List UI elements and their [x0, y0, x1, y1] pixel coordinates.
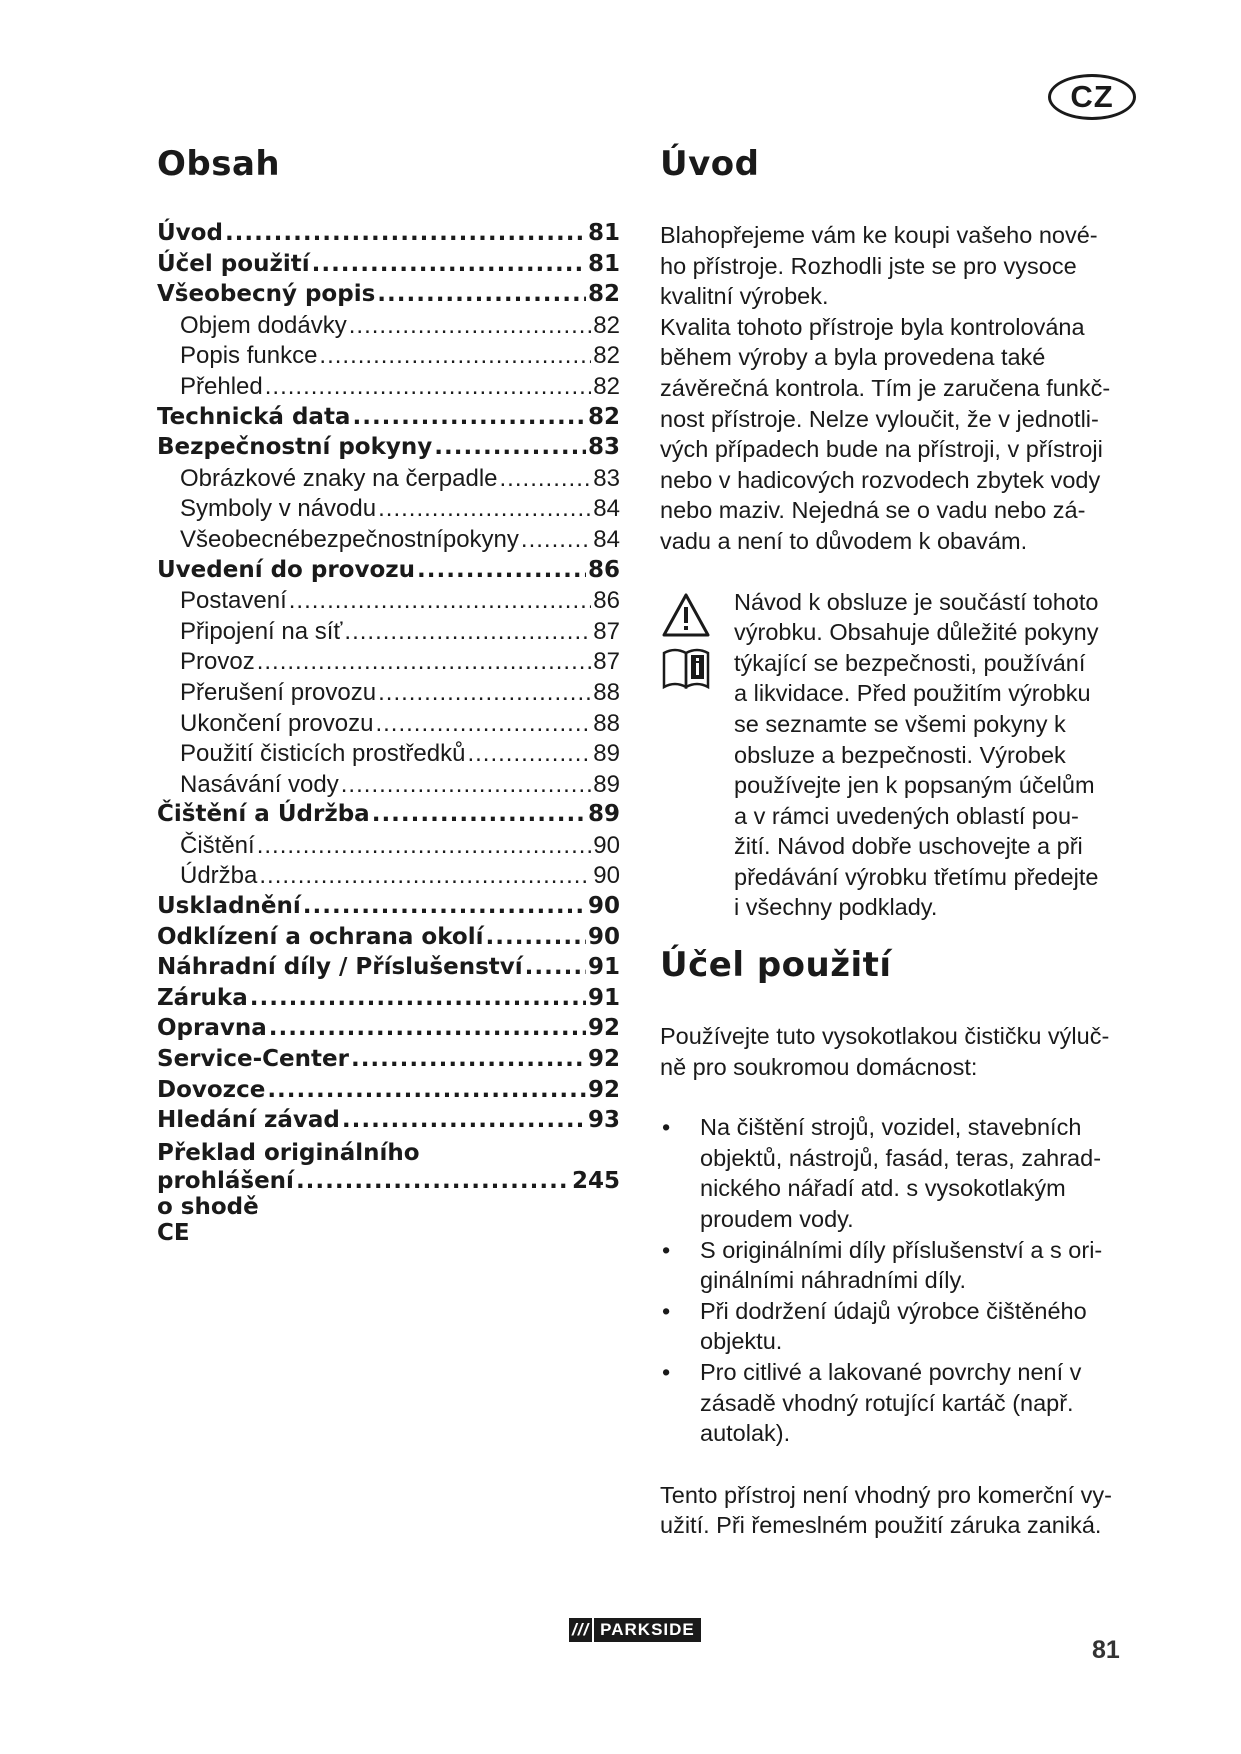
toc-entry-page: 92: [587, 1015, 620, 1042]
purpose-bullet-list: [660, 1112, 1140, 1449]
toc-leader-dots: [265, 373, 592, 401]
list-item-line: ginálními náhradními díly.: [700, 1267, 967, 1294]
toc-entry-page: 86: [593, 587, 620, 615]
toc-leader-dots: [467, 740, 591, 768]
toc-entry[interactable]: [157, 251, 620, 282]
toc-leader-dots: [378, 495, 591, 523]
toc-entry[interactable]: [157, 1015, 620, 1046]
text-line: ho přístroje. Rozhodli jste se pro vysoce: [660, 252, 1077, 279]
toc-entry[interactable]: [157, 618, 620, 649]
toc-entry-label: Úvod: [157, 220, 223, 246]
warning-icon: [660, 591, 712, 691]
toc-entry-label: Nasávání vody: [180, 770, 339, 798]
toc-entry-page: 82: [587, 403, 620, 430]
manual-notice: [660, 587, 1140, 924]
toc-leader-dots: [372, 801, 586, 827]
notice-icons: [660, 587, 734, 924]
toc-leader-dots: [250, 985, 586, 1011]
list-item-line: proudem vody.: [700, 1206, 854, 1233]
toc-leader-dots: [375, 710, 591, 738]
toc-entry-page: 92: [587, 1046, 620, 1073]
list-item-line: nického nářadí atd. s vysokotlakým: [700, 1175, 1066, 1202]
toc-entry-page: 81: [587, 220, 620, 246]
toc-leader-dots: [341, 771, 592, 799]
toc-entry[interactable]: [157, 954, 620, 985]
toc-entry[interactable]: [157, 404, 620, 435]
toc-entry[interactable]: [157, 220, 620, 251]
toc-entry-page: 84: [593, 495, 620, 523]
toc-entry[interactable]: [157, 526, 620, 557]
list-item-line: Na čištění strojů, vozidel, stavebních: [700, 1114, 1082, 1141]
toc-entry-label-line1: Překlad originálního: [157, 1139, 420, 1166]
toc-entry[interactable]: [157, 342, 620, 373]
toc-leader-dots: [259, 862, 591, 890]
toc-entry-label: Ukončení provozu: [180, 709, 374, 737]
toc-entry[interactable]: [157, 495, 620, 526]
purpose-title: Účel použití: [660, 945, 892, 986]
toc-entry-page: 93: [587, 1107, 620, 1134]
toc-entry-label: Postavení: [180, 587, 287, 615]
toc-entry[interactable]: [157, 710, 620, 741]
toc-leader-dots: [319, 342, 591, 370]
text-line: závěrečná kontrola. Tím je zaručena funkč-: [660, 374, 1111, 401]
text-line: ně pro soukromou domácnost:: [660, 1053, 978, 1080]
toc-entry[interactable]: [157, 832, 620, 863]
toc-entry[interactable]: [157, 1046, 620, 1077]
closing-paragraph: [660, 1480, 1140, 1541]
toc-entry-label: Dovozce: [157, 1076, 266, 1103]
toc-entry-label: Bezpečnostní pokyny: [157, 434, 433, 461]
toc-leader-dots: [500, 465, 592, 493]
toc-entry-page: 82: [587, 281, 620, 308]
toc-entry-label: Provoz: [180, 648, 255, 676]
toc-entry-label: Čištění: [180, 831, 255, 859]
text-line: a likvidace. Před použitím výrobku: [734, 680, 1091, 707]
text-line: předávání výrobku třetímu předejte: [734, 863, 1099, 890]
toc-list: [157, 220, 620, 1138]
toc-entry-page: 86: [587, 556, 620, 583]
toc-entry-label: Údržba: [180, 862, 258, 890]
text-line: Kvalita tohoto přístroje byla kontrolována: [660, 313, 1085, 340]
toc-entry-page: 83: [587, 434, 620, 461]
toc-leader-dots: [296, 1168, 570, 1194]
toc-leader-dots: [525, 954, 586, 980]
toc-entry-page: 90: [587, 923, 620, 950]
text-line: a v rámci uvedených oblastí pou-: [734, 802, 1079, 829]
toc-leader-dots: [417, 557, 586, 583]
toc-entry-page: 91: [587, 954, 620, 981]
toc-leader-dots: [225, 220, 586, 246]
toc-entry[interactable]: [157, 312, 620, 343]
toc-entry-label: Popis funkce: [180, 342, 318, 370]
toc-entry-label: Čištění a Údržba: [157, 801, 370, 828]
toc-leader-dots: [349, 312, 592, 340]
text-line: užití. Při řemeslném použití záruka zaniká.: [660, 1512, 1102, 1539]
text-line: nebo maziv. Nejedná se o vadu nebo zá-: [660, 497, 1086, 524]
toc-entry-label: Hledání závad: [157, 1107, 340, 1134]
toc-entry-page: 87: [593, 648, 620, 676]
toc-leader-dots: [267, 1077, 586, 1103]
toc-entry-label: Náhradní díly / Příslušenství: [157, 954, 523, 981]
toc-entry[interactable]: [157, 1107, 620, 1138]
bullet-icon: •: [662, 1236, 671, 1263]
text-line: Tento přístroj není vhodný pro komerční vy-: [660, 1481, 1112, 1508]
toc-leader-dots: [351, 1046, 586, 1072]
toc-entry-label: Obrázkové znaky na čerpadle: [180, 464, 498, 492]
toc-leader-dots: [257, 832, 592, 860]
text-line: vadu a není to důvodem k obavám.: [660, 527, 1028, 554]
text-line: i všechny podklady.: [734, 894, 938, 921]
toc-entry-page: 90: [593, 862, 620, 890]
toc-leader-dots: [521, 526, 591, 554]
logo-text: PARKSIDE: [594, 1618, 701, 1642]
text-line: obsluze a bezpečnosti. Výrobek: [734, 741, 1066, 768]
text-line: během výroby a byla provedena také: [660, 344, 1046, 371]
toc-entry[interactable]: [157, 587, 620, 618]
toc-leader-dots: [269, 1015, 586, 1041]
toc-leader-dots: [257, 648, 592, 676]
toc-entry-label-line2: prohlášení o shodě CE: [157, 1168, 294, 1247]
toc-entry-label: Všeobecný popis: [157, 281, 376, 308]
toc-entry-label: Technická data: [157, 403, 351, 430]
toc-entry-page: 82: [593, 372, 620, 400]
toc-entry-label: Opravna: [157, 1015, 267, 1042]
text-line: Návod k obsluze je součástí tohoto: [734, 588, 1099, 615]
text-line: žití. Návod dobře uschovejte a při: [734, 833, 1083, 860]
toc-entry-page: 82: [593, 342, 620, 370]
toc-entry-label: Objem dodávky: [180, 311, 347, 339]
text-line: vých případech bude na přístroji, v přístroji: [660, 436, 1103, 463]
toc-entry[interactable]: [157, 893, 620, 924]
text-line: se seznamte se všemi pokyny k: [734, 710, 1066, 737]
intro-paragraph: [660, 220, 1140, 557]
toc-entry-label: Přehled: [180, 372, 263, 400]
toc-entry[interactable]: [157, 862, 620, 893]
toc-leader-dots: [378, 679, 591, 707]
toc-entry-label: Účel použití: [157, 250, 310, 277]
toc-entry-page: 90: [593, 831, 620, 859]
bullet-icon: •: [662, 1114, 671, 1141]
bullet-icon: •: [662, 1359, 671, 1385]
text-line: kvalitní výrobek.: [660, 283, 829, 310]
toc-entry-page: 83: [593, 464, 620, 492]
toc-entry-label: Odklízení a ochrana okolí: [157, 923, 484, 950]
toc-title: Obsah: [157, 144, 281, 184]
toc-leader-dots: [312, 251, 586, 277]
text-line: Používejte tuto vysokotlakou čističku výluč-: [660, 1023, 1110, 1050]
toc-entry-page: 89: [593, 740, 620, 768]
text-line: nost přístroje. Nelze vyloučit, že v jednotli-: [660, 405, 1099, 432]
toc-entry-label: Uvedení do provozu: [157, 556, 416, 583]
toc-entry-page: 88: [593, 678, 620, 706]
toc-entry-page: 82: [593, 311, 620, 339]
toc-entry-page: 89: [587, 801, 620, 828]
toc-leader-dots: [434, 434, 586, 460]
content-column: [660, 140, 1140, 1541]
toc-leader-dots: [344, 618, 591, 646]
toc-entry-ce-declaration[interactable]: [157, 1138, 620, 1247]
text-line: týkající se bezpečnosti, používání: [734, 649, 1086, 676]
brand-logo: [569, 1618, 701, 1642]
toc-entry[interactable]: [157, 648, 620, 679]
toc-entry-page: 92: [587, 1076, 620, 1103]
toc-entry[interactable]: [157, 740, 620, 771]
text-line: výrobku. Obsahuje důležité pokyny: [734, 619, 1099, 646]
page-number: 81: [1092, 1636, 1120, 1664]
toc-column: [157, 140, 620, 1247]
toc-entry-page: 88: [593, 709, 620, 737]
intro-title: Úvod: [660, 144, 760, 184]
list-item-line: objektu.: [700, 1328, 783, 1355]
toc-entry-page: 89: [593, 770, 620, 798]
toc-leader-dots: [352, 404, 586, 430]
toc-entry-label: Použití čisticích prostředků: [180, 740, 466, 768]
toc-entry-label: Všeobecnébezpečnostnípokyny: [180, 525, 519, 553]
toc-entry[interactable]: [157, 434, 620, 465]
toc-entry-label: Uskladnění: [157, 893, 301, 920]
toc-leader-dots: [485, 924, 586, 950]
text-line: Blahopřejeme vám ke koupi vašeho nové-: [660, 222, 1098, 248]
toc-entry[interactable]: [157, 801, 620, 832]
toc-entry[interactable]: [157, 924, 620, 955]
toc-entry[interactable]: [157, 465, 620, 496]
toc-entry[interactable]: [157, 1077, 620, 1108]
list-item: [660, 1357, 1140, 1449]
notice-text: [734, 587, 1140, 924]
text-line: používejte jen k popsaným účelům: [734, 772, 1095, 799]
list-item-line: zásadě vhodný rotující kartáč (např.: [700, 1389, 1074, 1416]
list-item-line: autolak).: [700, 1420, 791, 1447]
purpose-paragraph: [660, 1021, 1140, 1082]
toc-entry-label: Přerušení provozu: [180, 678, 377, 706]
toc-entry-page: 90: [587, 893, 620, 920]
toc-leader-dots: [377, 281, 586, 307]
toc-entry-label: Připojení na síť: [180, 617, 343, 645]
list-item-line: Pro citlivé a lakované povrchy není v: [700, 1359, 1082, 1385]
bullet-icon: •: [662, 1297, 671, 1324]
list-item-line: Při dodržení údajů výrobce čištěného: [700, 1297, 1087, 1324]
toc-entry-page: 84: [593, 525, 620, 553]
toc-entry-label: Symboly v návodu: [180, 495, 377, 523]
toc-leader-dots: [342, 1107, 586, 1133]
toc-entry-label: Service-Center: [157, 1046, 349, 1073]
toc-leader-dots: [289, 587, 592, 615]
toc-entry-label: Záruka: [157, 984, 248, 1011]
toc-entry-page: 87: [593, 617, 620, 645]
toc-entry[interactable]: [157, 281, 620, 312]
toc-entry-page: 81: [587, 250, 620, 277]
language-badge: CZ: [1048, 74, 1136, 120]
text-line: nebo v hadicových rozvodech zbytek vody: [660, 466, 1101, 493]
toc-leader-dots: [303, 893, 586, 919]
toc-entry[interactable]: [157, 557, 620, 588]
toc-entry[interactable]: [157, 771, 620, 802]
toc-entry[interactable]: [157, 373, 620, 404]
list-item: [660, 1235, 1140, 1296]
list-item-line: objektů, nástrojů, fasád, teras, zahrad-: [700, 1144, 1102, 1171]
toc-entry[interactable]: [157, 679, 620, 710]
list-item: [660, 1112, 1140, 1234]
list-item: [660, 1296, 1140, 1357]
toc-entry-page: 91: [587, 984, 620, 1011]
toc-entry[interactable]: [157, 985, 620, 1016]
toc-entry-page: 245: [571, 1168, 620, 1195]
logo-stripes: ///: [569, 1618, 592, 1642]
list-item-line: S originálními díly příslušenství a s ori-: [700, 1236, 1103, 1263]
manual-book-icon: [664, 650, 708, 687]
